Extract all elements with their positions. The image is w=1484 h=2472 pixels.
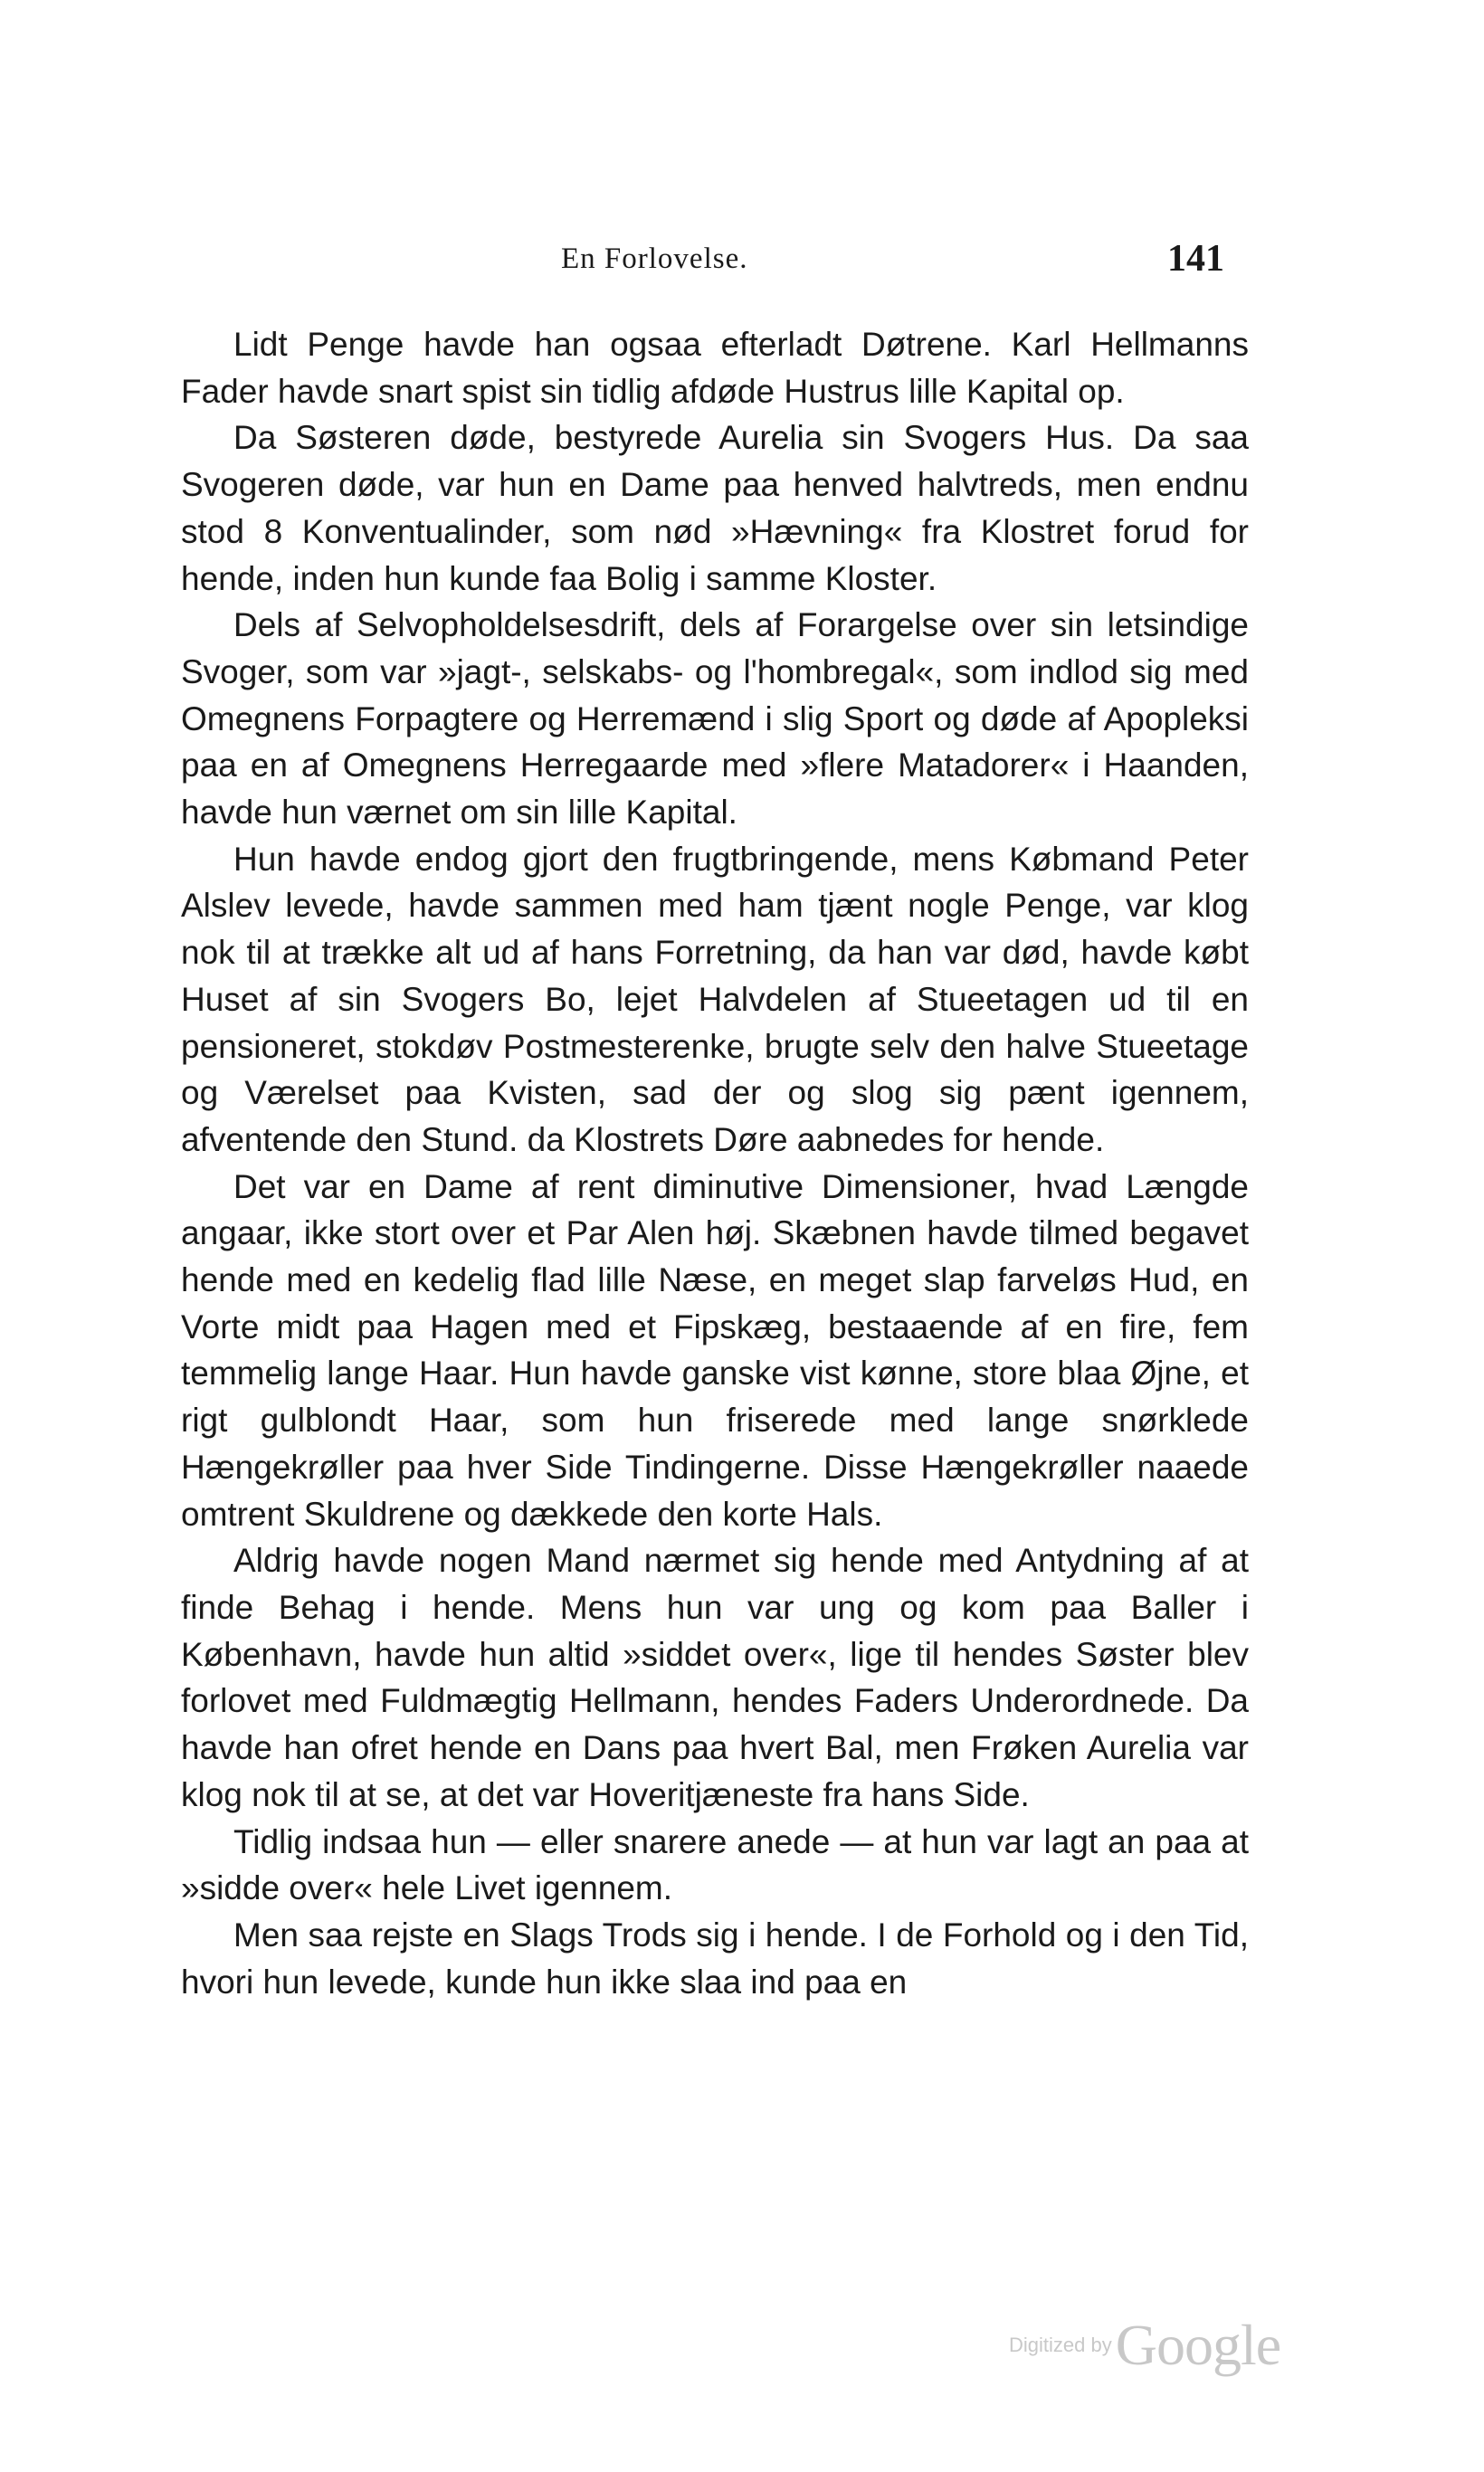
paragraph-7: Tidlig indsaa hun — eller snarere anede — at hun var lagt an paa at »sidde over« hele Livet igennem.	[181, 1822, 1249, 1907]
body-text	[181, 321, 1249, 2005]
paragraph-1: Lidt Penge havde han ogsaa efterladt Døtrene. Karl Hellmanns Fader havde snart spist sin tidlig afdøde Hustrus lille Kapital op.	[181, 326, 1249, 410]
watermark-prefix: Digitized by	[1009, 2334, 1112, 2356]
page-number: 141	[1167, 238, 1224, 280]
paragraph-6: Aldrig havde nogen Mand nærmet sig hende med Antydning af at finde Behag i hende. Mens hun var ung og kom paa Baller i København, havde hun altid »siddet over«, lige til hendes Søster blev forlovet med Fuldmægtig Hellmann, hendes Faders Underordnede. Da havde han ofret hende en Dans paa hvert Bal, men Frøken Aurelia var klog nok til at se, at det var Hoveritjæneste fra hans Side.	[181, 1542, 1249, 1813]
google-logo: Google	[1115, 2313, 1281, 2377]
paragraph-2: Da Søsteren døde, bestyrede Aurelia sin Svogers Hus. Da saa Svogeren døde, var hun en Dame paa henved halvtreds, men endnu stod 8 Konventualinder, som nød »Hævning« fra Klostret forud for hende, inden hun kunde faa Bolig i samme Kloster.	[181, 419, 1249, 597]
paragraph-3: Dels af Selvopholdelsesdrift, dels af Forargelse over sin letsindige Svoger, som var »jagt-, selskabs- og l'hombregal«, som indlod sig med Omegnens Forpagtere og Herremænd i slig Sport og døde af Apopleksi paa en af Omegnens Herregaarde med »flere Matadorer« i Haanden, havde hun værnet om sin lille Kapital.	[181, 606, 1249, 832]
digitized-watermark	[1009, 2312, 1280, 2379]
paragraph-8: Men saa rejste en Slags Trods sig i hende. I de Forhold og i den Tid, hvori hun levede, kunde hun ikke slaa ind paa en	[181, 1916, 1249, 2001]
paragraph-5: Det var en Dame af rent diminutive Dimensioner, hvad Længde angaar, ikke stort over et Par Alen høj. Skæbnen havde tilmed begavet hende med en kedelig flad lille Næse, en meget slap farveløs Hud, en Vorte midt paa Hagen med et Fipskæg, bestaaende af en fire, fem temmelig lange Haar. Hun havde ganske vist kønne, store blaa Øjne, et rigt gulblondt Haar, som hun friserede med lange snørklede Hængekrøller paa hver Side Tindingerne. Disse Hængekrøller naaede omtrent Skuldrene og dækkede den korte Hals.	[181, 1167, 1249, 1533]
paragraph-4: Hun havde endog gjort den frugtbringende, mens Købmand Peter Alslev levede, havde sammen med ham tjænt nogle Penge, var klog nok til at trække alt ud af hans Forretning, da han var død, havde købt Huset af sin Svogers Bo, lejet Halvdelen af Stueetagen ud til en pensioneret, stokdøv Postmesterenke, brugte selv den halve Stueetage og Værelset paa Kvisten, sad der og slog sig pænt igennem, afventende den Stund. da Klostrets Døre aabnedes for hende.	[181, 840, 1249, 1158]
running-title: En Forlovelse.	[561, 242, 748, 275]
